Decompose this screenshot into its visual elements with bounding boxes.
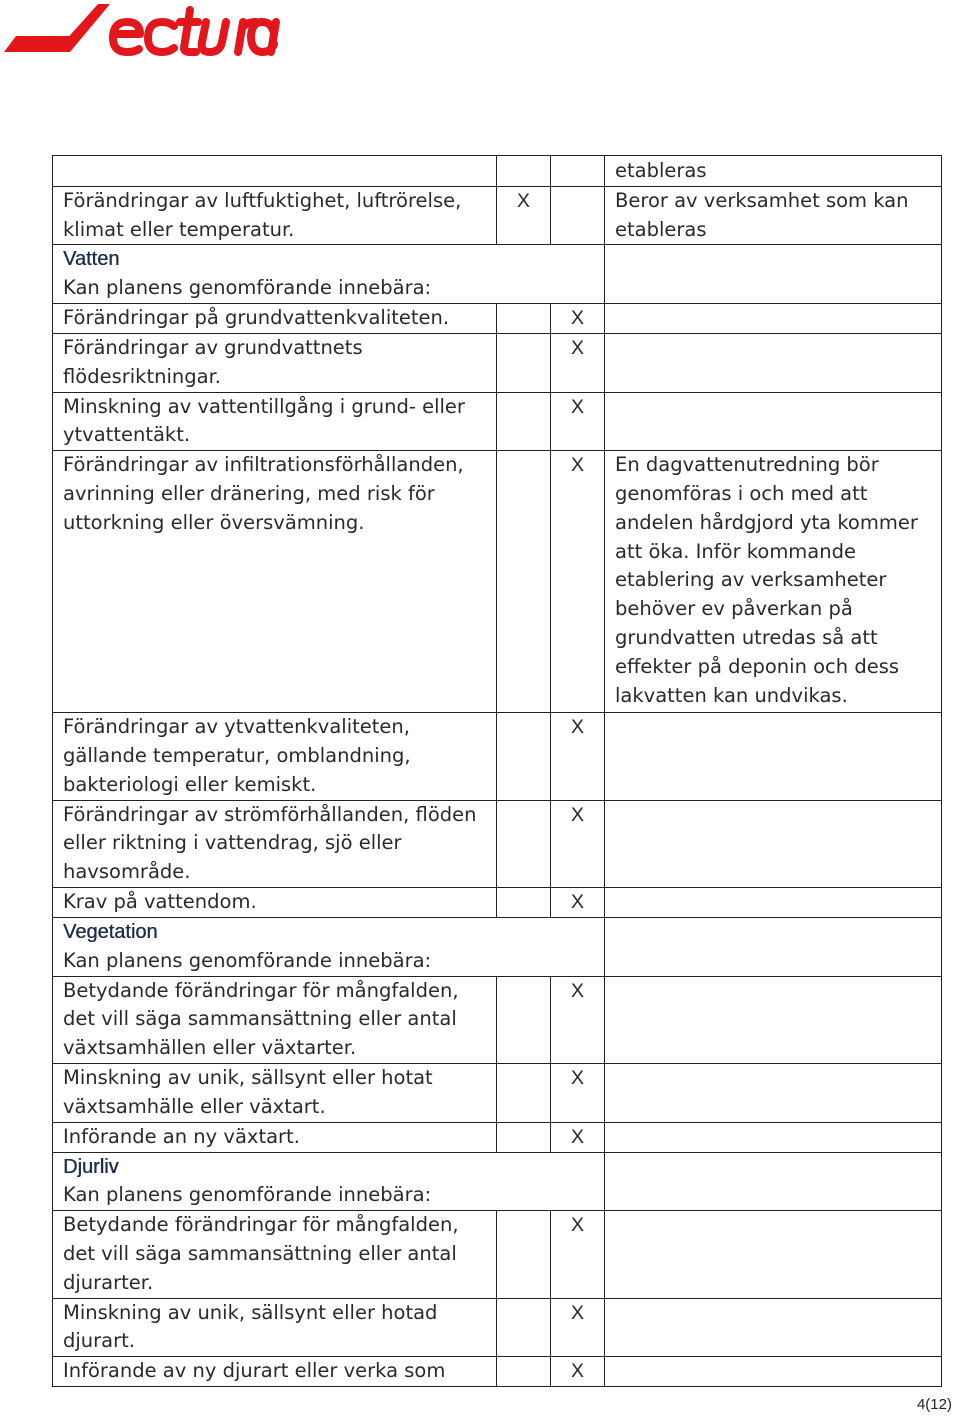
criteria-cell: Införande an ny växtart. [53,1122,497,1152]
mark-a-cell [497,1357,551,1387]
section-subheading: Kan planens genomförande innebära: [63,1183,432,1207]
table-row [53,800,942,887]
table-row [53,1063,942,1122]
section-heading: Vegetation [63,920,158,943]
vectura-logo [2,0,282,64]
mark-a-cell [497,1211,551,1298]
note-cell [605,303,942,333]
criteria-cell: Krav på vattendom. [53,887,497,917]
vectura-logo-mark [2,0,282,64]
criteria-cell: Förändringar av luftfuktighet, luftrörelse, klimat eller temperatur. [53,186,497,245]
note-cell [605,1357,942,1387]
mark-b-cell: X [551,451,605,713]
criteria-cell: Införande av ny djurart eller verka som [53,1357,497,1387]
table-row [53,887,942,917]
mark-a-cell [497,303,551,333]
criteria-cell: Betydande förändringar för mångfalden, det vill säga sammansättning eller antal växtsamhällen eller växtarter. [53,976,497,1063]
table-row [53,333,942,392]
note-cell [605,800,942,887]
mark-a-cell [497,887,551,917]
mark-b-cell: X [551,800,605,887]
section-header-row [53,1152,942,1211]
section-subheading: Kan planens genomförande innebära: [63,948,432,972]
section-header-cell [53,917,605,976]
criteria-cell: Förändringar av infiltrationsförhållanden, avrinning eller dränering, med risk för uttorkning eller översvämning. [53,451,497,713]
criteria-cell: Minskning av unik, sällsynt eller hotat växtsamhälle eller växtart. [53,1063,497,1122]
mark-b-cell: X [551,1063,605,1122]
section-header-cell [53,245,605,304]
mark-a-cell [497,713,551,800]
note-cell [605,887,942,917]
note-cell [605,1122,942,1152]
table-row [53,976,942,1063]
mark-b-cell: X [551,1211,605,1298]
table-row [53,1357,942,1387]
mark-a-cell [497,1122,551,1152]
criteria-cell: Förändringar av strömförhållanden, flöden eller riktning i vattendrag, sjö eller havsområde. [53,800,497,887]
mark-b-cell [551,156,605,187]
note-cell: En dagvattenutredning bör genomföras i och med att andelen hårdgjord yta kommer att öka. Inför kommande etablering av verksamheter behöver ev påverkan på grundvatten utredas så att effekter på deponin och dess lakvatten kan undvikas. [605,451,942,713]
section-header-cell [53,1152,605,1211]
note-cell: Beror av verksamhet som kan etableras [605,186,942,245]
mark-b-cell: X [551,303,605,333]
note-cell [605,245,942,304]
note-cell [605,713,942,800]
section-heading: Djurliv [63,1155,119,1178]
table-row-carry-over [53,156,942,187]
mark-b-cell: X [551,713,605,800]
table-row [53,1298,942,1357]
section-heading: Vatten [63,248,120,271]
criteria-cell [53,156,497,187]
table-row [53,1211,942,1298]
table-row [53,713,942,800]
note-cell [605,1211,942,1298]
mark-a-cell [497,451,551,713]
note-cell: etableras [605,156,942,187]
section-header-row [53,917,942,976]
note-cell [605,392,942,451]
note-cell [605,976,942,1063]
mark-b-cell: X [551,1357,605,1387]
mark-a-cell [497,976,551,1063]
mark-a-cell [497,156,551,187]
section-subheading: Kan planens genomförande innebära: [63,276,432,300]
mark-b-cell [551,186,605,245]
note-cell [605,333,942,392]
mark-a-cell [497,1063,551,1122]
criteria-cell: Minskning av unik, sällsynt eller hotad djurart. [53,1298,497,1357]
note-cell [605,917,942,976]
mark-b-cell: X [551,1298,605,1357]
criteria-cell: Betydande förändringar för mångfalden, det vill säga sammansättning eller antal djurarter. [53,1211,497,1298]
page-number: 4(12) [916,1396,952,1413]
mark-b-cell: X [551,976,605,1063]
mark-b-cell: X [551,392,605,451]
table-row [53,1122,942,1152]
table-row [53,186,942,245]
checklist-table [52,155,942,1387]
criteria-cell: Förändringar av ytvattenkvaliteten, gällande temperatur, omblandning, bakteriologi eller kemiskt. [53,713,497,800]
note-cell [605,1298,942,1357]
mark-a-cell [497,1298,551,1357]
criteria-cell: Förändringar av grundvattnets flödesriktningar. [53,333,497,392]
criteria-cell: Förändringar på grundvattenkvaliteten. [53,303,497,333]
table-row [53,392,942,451]
mark-b-cell: X [551,1122,605,1152]
mark-a-cell [497,800,551,887]
mark-b-cell: X [551,887,605,917]
mark-a-cell [497,333,551,392]
table-row [53,451,942,713]
section-header-row [53,245,942,304]
criteria-cell: Minskning av vattentillgång i grund- eller ytvattentäkt. [53,392,497,451]
note-cell [605,1152,942,1211]
table-row [53,303,942,333]
mark-b-cell: X [551,333,605,392]
note-cell [605,1063,942,1122]
mark-a-cell [497,392,551,451]
mark-a-cell: X [497,186,551,245]
